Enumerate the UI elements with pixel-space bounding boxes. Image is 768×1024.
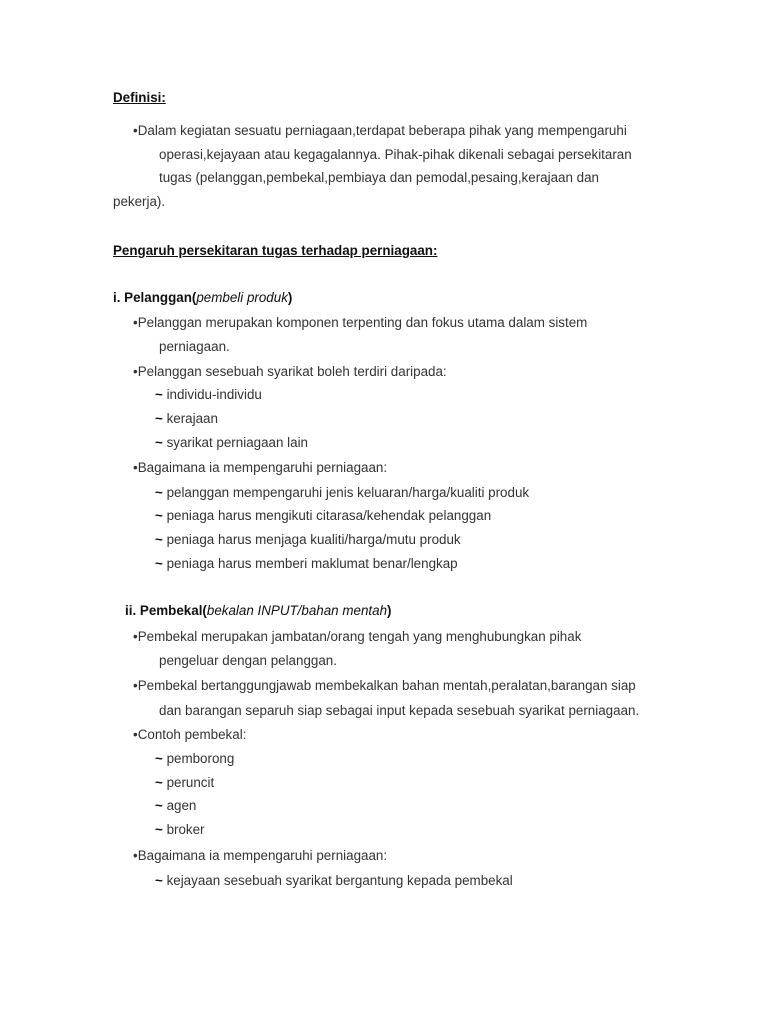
- section-1-bullet-1-cont: perniagaan.: [159, 339, 230, 354]
- section-1-bullet-3: [133, 460, 387, 476]
- list-item-text: individu-individu: [166, 387, 262, 402]
- section-2-bullet-2-cont: dan barangan separuh siap sebagai input kepada sesebuah syarikat perniagaan.: [159, 703, 640, 718]
- list-item-text: peniaga harus menjaga kualiti/harga/mutu produk: [166, 532, 461, 547]
- section-2-bullet-1-cont: pengeluar dengan pelanggan.: [159, 653, 337, 668]
- list-item: [155, 532, 461, 548]
- bullet-text: Pelanggan sesebuah syarikat boleh terdiri daripada:: [137, 364, 447, 379]
- list-item: [155, 873, 513, 889]
- list-item: [155, 751, 234, 767]
- definition-line-4: pekerja).: [113, 194, 166, 209]
- bullet: •: [133, 123, 138, 138]
- list-item-text: peniaga harus mengikuti citarasa/kehendak pelanggan: [166, 508, 492, 523]
- paragraph-text: Dalam kegiatan sesuatu perniagaan,terdapat beberapa pihak yang mempengaruhi: [137, 123, 627, 138]
- section-1-title-italic: pembeli produk: [196, 290, 288, 305]
- section-1-title-main: i. Pelanggan(: [113, 290, 197, 305]
- list-item-text: broker: [166, 822, 205, 837]
- tilde-marker: ~: [155, 485, 163, 500]
- section-1-title: [113, 290, 292, 306]
- tilde-marker: ~: [155, 798, 163, 813]
- list-item-text: agen: [166, 798, 197, 813]
- section-2-title-main: ii. Pembekal(: [125, 603, 207, 618]
- list-item-text: pemborong: [166, 751, 235, 766]
- tilde-marker: ~: [155, 532, 163, 547]
- tilde-marker: ~: [155, 387, 163, 402]
- bullet-text: Contoh pembekal:: [137, 727, 247, 742]
- list-item-text: kejayaan sesebuah syarikat bergantung kepada pembekal: [166, 873, 513, 888]
- section-2-title: [125, 603, 391, 619]
- bullet-text: Pembekal bertanggungjawab membekalkan bahan mentah,peralatan,barangan siap: [137, 678, 636, 693]
- section-1-bullet-2: [133, 364, 447, 380]
- list-item-text: pelanggan mempengaruhi jenis keluaran/harga/kualiti produk: [166, 485, 530, 500]
- list-item: [155, 775, 214, 791]
- bullet-text: Pelanggan merupakan komponen terpenting dan fokus utama dalam sistem: [137, 315, 588, 330]
- list-item: [155, 822, 205, 838]
- bullet: •: [133, 848, 138, 863]
- section-2-bullet-2: [133, 678, 636, 694]
- bullet: •: [133, 727, 138, 742]
- tilde-marker: ~: [155, 751, 163, 766]
- list-item: [155, 435, 308, 451]
- list-item: [155, 798, 196, 814]
- tilde-marker: ~: [155, 435, 163, 450]
- bullet-text: Bagaimana ia mempengaruhi perniagaan:: [137, 848, 388, 863]
- definition-line-2: operasi,kejayaan atau kegagalannya. Pihak-pihak dikenali sebagai persekitaran: [159, 147, 632, 162]
- bullet: •: [133, 629, 138, 644]
- definition-heading: Definisi:: [113, 90, 166, 105]
- bullet: •: [133, 364, 138, 379]
- tilde-marker: ~: [155, 775, 163, 790]
- definition-line-3: tugas (pelanggan,pembekal,pembiaya dan pemodal,pesaing,kerajaan dan: [159, 170, 599, 185]
- list-item: [155, 411, 218, 427]
- tilde-marker: ~: [155, 411, 163, 426]
- tilde-marker: ~: [155, 822, 163, 837]
- tilde-marker: ~: [155, 873, 163, 888]
- list-item-text: kerajaan: [166, 411, 218, 426]
- bullet: •: [133, 678, 138, 693]
- list-item-text: peruncit: [166, 775, 215, 790]
- section-2-bullet-1: [133, 629, 581, 645]
- tilde-marker: ~: [155, 508, 163, 523]
- tilde-marker: ~: [155, 556, 163, 571]
- bullet: •: [133, 460, 138, 475]
- bullet: •: [133, 315, 138, 330]
- section-1-title-close: ): [287, 290, 293, 305]
- list-item-text: syarikat perniagaan lain: [166, 435, 308, 450]
- section-2-title-close: ): [387, 603, 392, 618]
- list-item: [155, 485, 529, 501]
- section-2-bullet-3: [133, 727, 246, 743]
- section-2-bullet-4: [133, 848, 387, 864]
- bullet-text: Bagaimana ia mempengaruhi perniagaan:: [137, 460, 388, 475]
- definition-line-1: [133, 123, 627, 139]
- list-item-text: peniaga harus memberi maklumat benar/lengkap: [166, 556, 458, 571]
- section-2-title-italic: bekalan INPUT/bahan mentah: [206, 603, 388, 618]
- list-item: [155, 556, 458, 572]
- section-1-bullet-1: [133, 315, 587, 331]
- bullet-text: Pembekal merupakan jambatan/orang tengah yang menghubungkan pihak: [137, 629, 582, 644]
- list-item: [155, 508, 491, 524]
- list-item: [155, 387, 262, 403]
- influence-heading: Pengaruh persekitaran tugas terhadap perniagaan:: [113, 243, 438, 258]
